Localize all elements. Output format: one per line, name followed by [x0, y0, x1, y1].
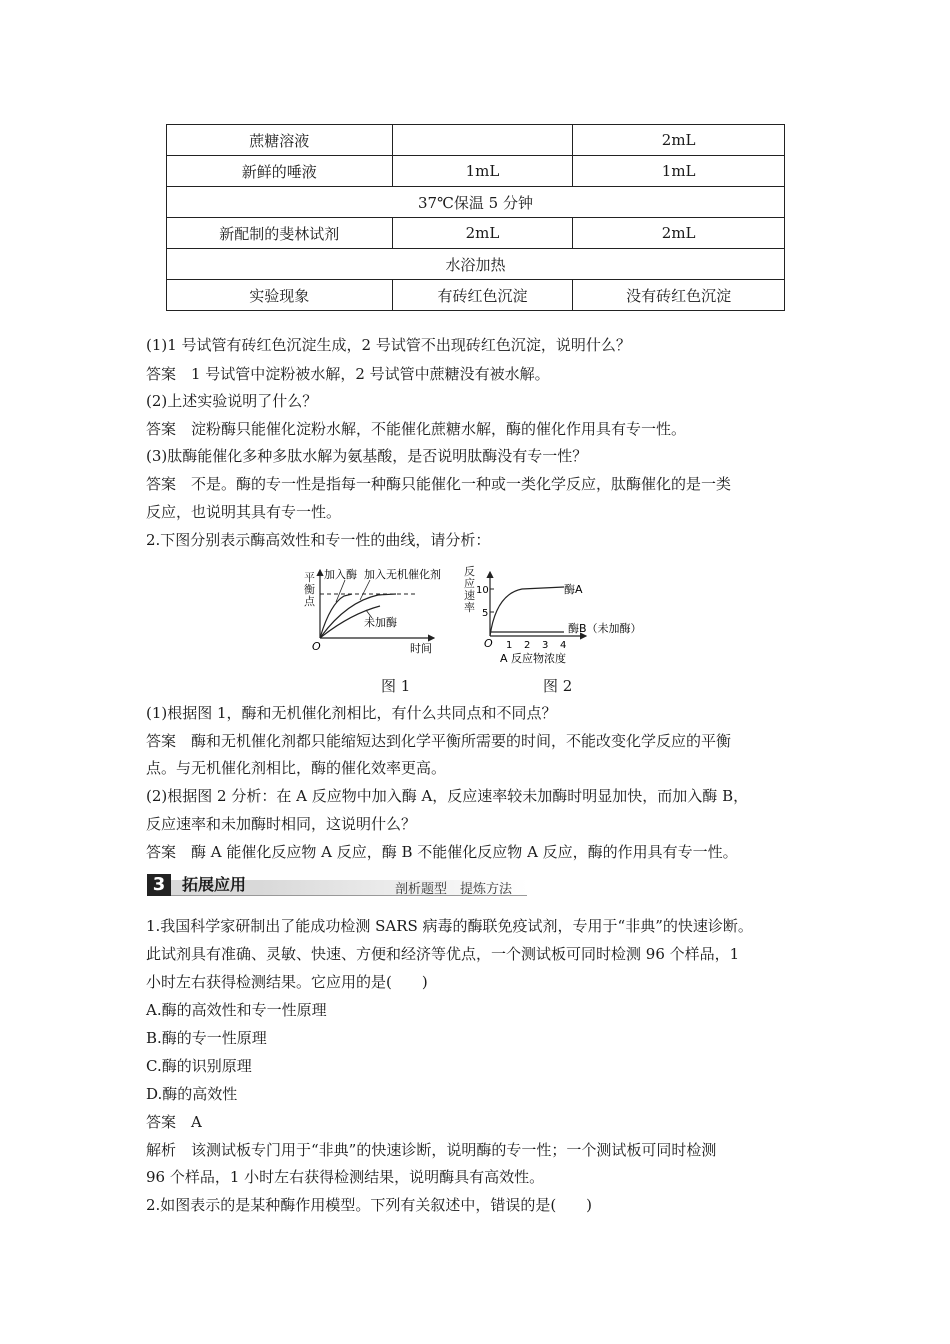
question-text: 2.下图分别表示酶高效性和专一性的曲线，请分析： — [146, 531, 491, 549]
question-text: (3)肽酶能催化多种多肽水解为氨基酸，是否说明肽酶没有专一性？ — [146, 447, 588, 465]
option-b: B.酶的专一性原理 — [146, 1029, 267, 1047]
table-cell: 1mL — [573, 156, 785, 187]
fig1-label-none: 未加酶 — [364, 616, 397, 629]
question-text: 此试剂具有准确、灵敏、快速、方便和经济等优点，一个测试板可同时检测 96 个样品，1 — [146, 945, 740, 963]
answer-text: 答案 1 号试管中淀粉被水解，2 号试管中蔗糖没有被水解。 — [146, 365, 550, 383]
table-cell: 没有砖红色沉淀 — [573, 280, 785, 311]
table-span-cell: 37℃保温 5 分钟 — [167, 187, 785, 218]
figure-1-caption: 图 1 — [381, 677, 411, 695]
pointer-line — [360, 580, 370, 600]
table-row — [167, 156, 785, 187]
question-text: (2)上述实验说明了什么？ — [146, 392, 318, 410]
answer-text: 点。与无机催化剂相比，酶的催化效率更高。 — [146, 759, 447, 777]
table-cell: 蔗糖溶液 — [167, 125, 393, 156]
fig2-xlabel: A 反应物浓度 — [500, 652, 567, 665]
table-cell: 2mL — [573, 125, 785, 156]
explanation-text: 解析 该测试板专门用于“非典”的快速诊断，说明酶的专一性；一个测试板可同时检测 — [146, 1141, 717, 1159]
table-cell — [392, 125, 573, 156]
answer-text: 答案 淀粉酶只能催化淀粉水解，不能催化蔗糖水解，酶的催化作用具有专一性。 — [146, 420, 687, 438]
table-cell: 有砖红色沉淀 — [392, 280, 573, 311]
fig1-xlabel: 时间 — [410, 642, 432, 655]
fig1-ylabel: 平衡点 — [304, 571, 315, 608]
question-text: (1)1 号试管有砖红色沉淀生成，2 号试管不出现砖红色沉淀，说明什么？ — [146, 336, 631, 354]
fig2-origin: O — [484, 637, 493, 650]
answer-text: 答案 酶 A 能催化反应物 A 反应，酶 B 不能催化反应物 A 反应，酶的作用具有专一性。 — [146, 843, 738, 861]
table-cell: 新鲜的唾液 — [167, 156, 393, 187]
question-text: 1.我国科学家研制出了能成功检测 SARS 病毒的酶联免疫试剂，专用于“非典”的快速诊断。 — [146, 917, 753, 935]
table-cell: 实验现象 — [167, 280, 393, 311]
table-row — [167, 125, 785, 156]
table-row — [167, 218, 785, 249]
fig2-xtick: 3 — [542, 640, 549, 651]
answer-text: 答案 不是。酶的专一性是指每一种酶只能催化一种或一类化学反应，肽酶催化的是一类 — [146, 475, 732, 493]
question-text: (1)根据图 1，酶和无机催化剂相比，有什么共同点和不同点？ — [146, 704, 557, 722]
question-text: 反应速率和未加酶时相同，这说明什么？ — [146, 815, 417, 833]
fig2-xtick: 4 — [560, 640, 567, 651]
fig2-ylabel: 反应速率 — [464, 565, 475, 614]
experiment-table — [166, 124, 785, 311]
fig2-xtick: 2 — [524, 640, 531, 651]
fig1-origin: O — [312, 640, 321, 653]
option-a: A.酶的高效性和专一性原理 — [146, 1001, 327, 1019]
curve-enzyme-a — [490, 587, 564, 636]
question-text: 2.如图表示的是某种酶作用模型。下列有关叙述中，错误的是( ) — [146, 1196, 593, 1214]
fig2-ytick: 10 — [476, 585, 489, 596]
figure-1 — [300, 562, 450, 662]
answer-text: 答案 酶和无机催化剂都只能缩短达到化学平衡所需要的时间，不能改变化学反应的平衡 — [146, 732, 732, 750]
question-text: (2)根据图 2 分析：在 A 反应物中加入酶 A，反应速率较未加酶时明显加快，而加入酶 B， — [146, 787, 749, 805]
explanation-text: 96 个样品，1 小时左右获得检测结果，说明酶具有高效性。 — [146, 1168, 545, 1186]
fig1-label-catalyst: 加入无机催化剂 — [364, 568, 441, 581]
fig2-label-b: 酶B（未加酶） — [568, 622, 642, 635]
section-subtitle: 剖析题型 提炼方法 — [395, 882, 513, 897]
fig2-xtick: 1 — [506, 640, 513, 651]
figure-2-caption: 图 2 — [543, 677, 573, 695]
table-cell: 1mL — [392, 156, 573, 187]
fig1-label-enzyme: 加入酶 — [324, 568, 357, 581]
section-number: 3 — [147, 874, 171, 896]
table-row — [167, 187, 785, 218]
option-c: C.酶的识别原理 — [146, 1057, 252, 1075]
table-span-cell: 水浴加热 — [167, 249, 785, 280]
table-cell: 2mL — [573, 218, 785, 249]
answer-text: 答案 A — [146, 1113, 202, 1131]
question-text: 小时左右获得检测结果。它应用的是( ) — [146, 973, 428, 991]
option-d: D.酶的高效性 — [146, 1085, 238, 1103]
fig2-ytick: 5 — [482, 608, 489, 619]
table-row — [167, 249, 785, 280]
figure-2 — [460, 562, 660, 670]
table-cell: 2mL — [392, 218, 573, 249]
section-title: 拓展应用 — [182, 875, 247, 894]
fig2-label-a: 酶A — [564, 583, 583, 596]
table-cell: 新配制的斐林试剂 — [167, 218, 393, 249]
table-row — [167, 280, 785, 311]
answer-text: 反应，也说明其具有专一性。 — [146, 503, 342, 521]
